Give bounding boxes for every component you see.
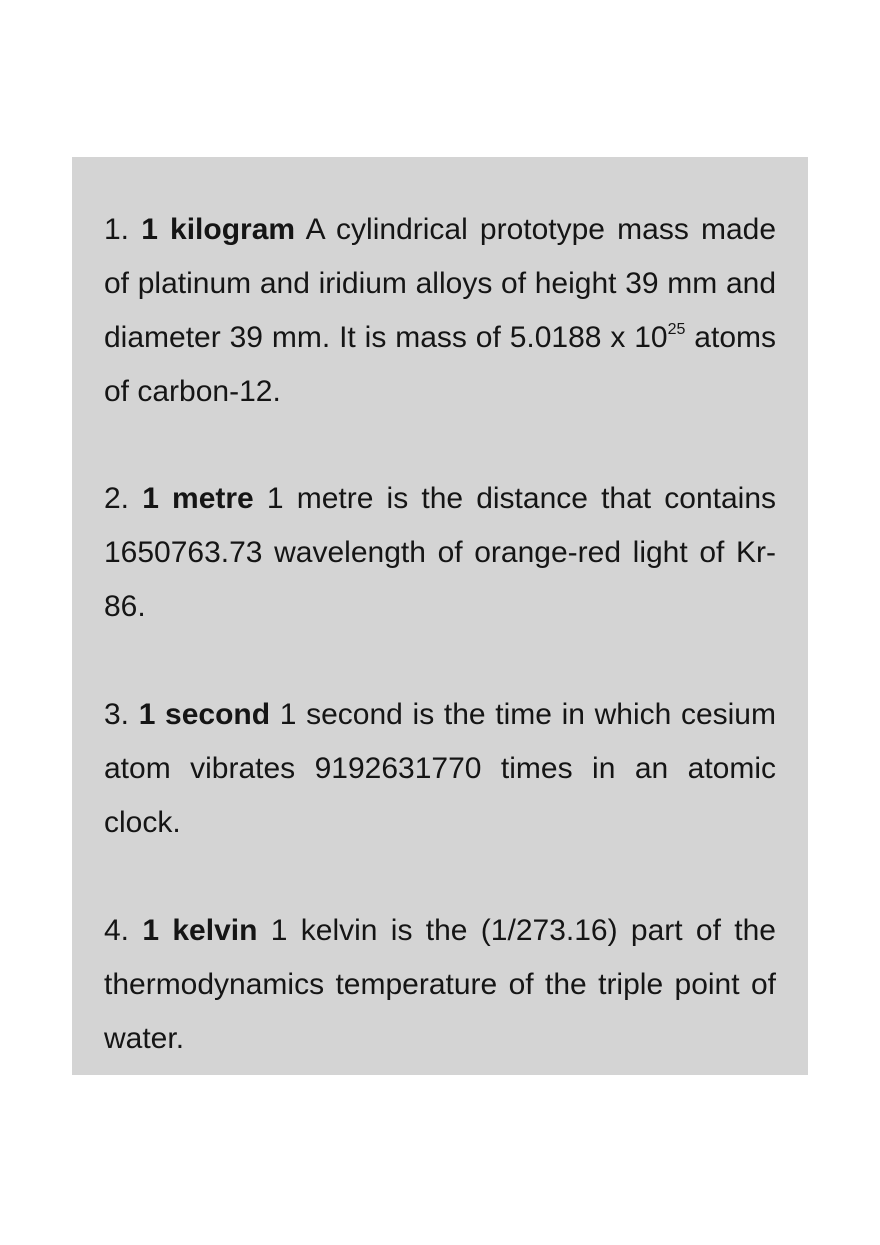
- item-text: 1 second is the time in which cesium atom vibrates 9192631770 times in an atomic clock.: [104, 698, 776, 839]
- item-text: 1 kelvin is the (1/273.16) part of the thermodynamics temperature of the triple point of water.: [104, 914, 776, 1055]
- item-term: 1 kilogram: [141, 213, 296, 246]
- item-exponent: 25: [667, 321, 686, 338]
- item-text: A cylindrical prototype mass made of platinum and iridium alloys of height 39 mm and diameter 39 mm. It is mass of 5.0188 x 10: [104, 213, 777, 354]
- definition-metre: [104, 472, 776, 634]
- item-number: 2.: [104, 482, 130, 515]
- item-number: 3.: [104, 698, 130, 731]
- definitions-panel: [72, 157, 808, 1075]
- item-text: 1 metre is the distance that contains 1650763.73 wavelength of orange-red light of Kr-86.: [104, 482, 777, 623]
- item-term: 1 metre: [142, 482, 254, 515]
- definition-second: [104, 688, 776, 850]
- item-number: 1.: [104, 213, 130, 246]
- item-text-end: atoms of carbon-12.: [104, 321, 776, 408]
- definition-kelvin: [104, 904, 776, 1066]
- item-term: 1 second: [138, 698, 271, 731]
- item-number: 4.: [104, 914, 130, 947]
- item-term: 1 kelvin: [142, 914, 258, 947]
- definition-kilogram: [104, 203, 776, 419]
